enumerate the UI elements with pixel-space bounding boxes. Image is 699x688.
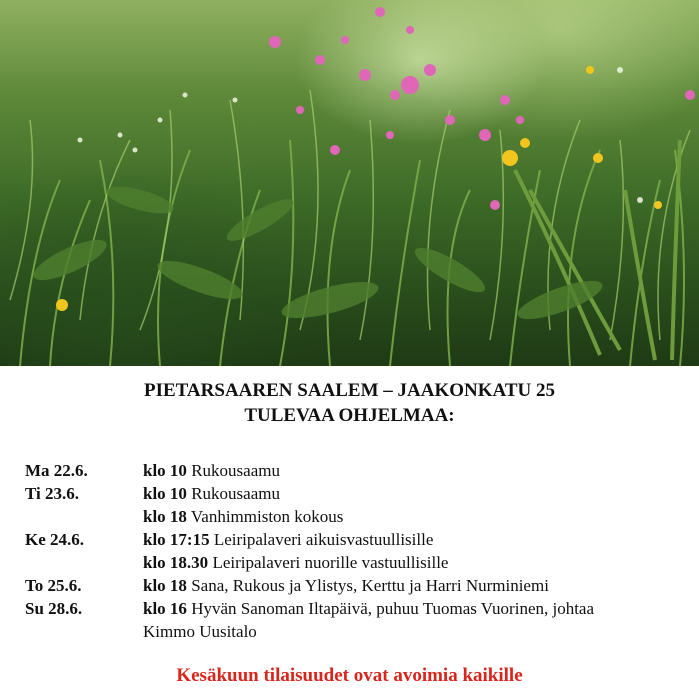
program-row	[0, 505, 699, 528]
program-row	[0, 459, 699, 482]
program-time: klo 16	[143, 599, 187, 618]
program-time: klo 18.30	[143, 553, 209, 572]
program-day: Ti 23.6.	[25, 484, 80, 503]
program-day: Su 28.6.	[25, 599, 83, 618]
program-time: klo 10	[143, 484, 187, 503]
program-day: Ma 22.6.	[25, 461, 88, 480]
program-time: klo 17:15	[143, 530, 210, 549]
program-text: Vanhimmiston kokous	[190, 507, 344, 526]
program-row	[0, 620, 699, 643]
program-row	[0, 482, 699, 505]
page-title: PIETARSAAREN SAALEM – JAAKONKATU 25	[144, 380, 555, 401]
program-time: klo 18	[143, 576, 187, 595]
program-text: Rukousaamu	[191, 461, 280, 480]
program-row	[0, 597, 699, 620]
program-time: klo 10	[143, 461, 187, 480]
footer-notice: Kesäkuun tilaisuudet ovat avoimia kaikille	[176, 665, 523, 686]
program-text: Rukousaamu	[191, 484, 280, 503]
program-text: Leiripalaveri nuorille vastuullisille	[212, 553, 449, 572]
program-text: Hyvän Sanoman Iltapäivä, puhuu Tuomas Vuorinen, johtaa	[191, 599, 595, 618]
program-text: Leiripalaveri aikuisvastuullisille	[213, 530, 434, 549]
program-text: Kimmo Uusitalo	[143, 622, 257, 641]
program-text: Sana, Rukous ja Ylistys, Kerttu ja Harri Nurminiemi	[191, 576, 549, 595]
page-subtitle: TULEVAA OHJELMAA:	[244, 405, 455, 426]
program-day: Ke 24.6.	[25, 530, 85, 549]
program-day: To 25.6.	[25, 576, 82, 595]
program-row	[0, 551, 699, 574]
program-row	[0, 528, 699, 551]
program-time: klo 18	[143, 507, 187, 526]
program-row	[0, 574, 699, 597]
